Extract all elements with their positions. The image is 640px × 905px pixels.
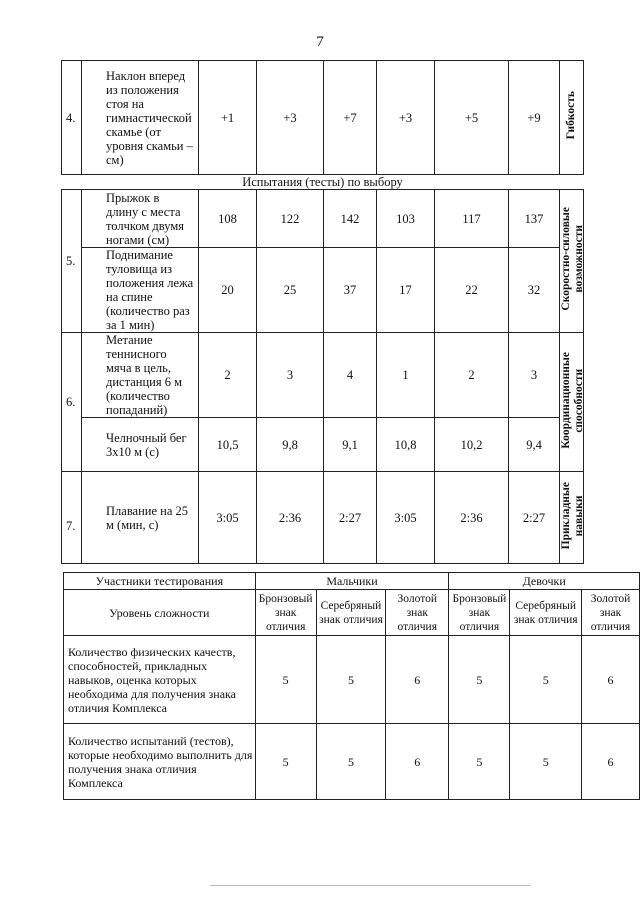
row-label: Количество физических качеств, способностей, прикладных навыков, оценка которых необходима для получения знака отличия Комплекса (64, 636, 256, 724)
value-cell: 3:05 (377, 472, 435, 564)
value-cell: 5 (255, 636, 316, 724)
value-cell: 2:27 (509, 472, 560, 564)
table-row (62, 190, 584, 248)
value-cell: 10,5 (199, 418, 257, 472)
category-label: Скоростно-силовые возможности (560, 190, 584, 333)
value-cell: 2:27 (324, 472, 377, 564)
value-cell: 5 (316, 636, 385, 724)
value-cell: +3 (377, 61, 435, 175)
row-number: 6. (62, 333, 82, 472)
table-row (64, 636, 640, 724)
value-cell: 10,2 (435, 418, 509, 472)
value-cell: 5 (316, 724, 385, 800)
level-cell: Бронзовый знак отличия (255, 590, 316, 636)
test-name: Наклон вперед из положения стоя на гимнастической скамье (от уровня скамьи – см) (82, 61, 199, 175)
value-cell: 5 (449, 636, 510, 724)
level-cell: Золотой знак отличия (582, 590, 640, 636)
value-cell: 20 (199, 248, 257, 333)
table-row (62, 61, 584, 175)
value-cell: 2 (435, 333, 509, 418)
value-cell: 22 (435, 248, 509, 333)
table-row (62, 472, 584, 564)
test-name: Метание теннисного мяча в цель, дистанция 6 м (количество попаданий) (82, 333, 199, 418)
value-cell: 108 (199, 190, 257, 248)
table-header-row (64, 590, 640, 636)
row-label: Количество испытаний (тестов), которые необходимо выполнить для получения знака отличия Комплекса (64, 724, 256, 800)
value-cell: 1 (377, 333, 435, 418)
table-row (62, 418, 584, 472)
value-cell: 103 (377, 190, 435, 248)
test-name: Челночный бег 3x10 м (с) (82, 418, 199, 472)
row-number: 7. (62, 472, 82, 564)
value-cell: 5 (449, 724, 510, 800)
optional-tests-heading: Испытания (тесты) по выбору (62, 175, 584, 190)
test-name: Прыжок в длину с места толчком двумя ногами (см) (82, 190, 199, 248)
standards-table (61, 60, 584, 564)
value-cell: +5 (435, 61, 509, 175)
value-cell: 117 (435, 190, 509, 248)
value-cell: 5 (510, 636, 582, 724)
value-cell: +1 (199, 61, 257, 175)
value-cell: 17 (377, 248, 435, 333)
value-cell: 4 (324, 333, 377, 418)
boys-header: Мальчики (255, 573, 449, 590)
value-cell: +9 (509, 61, 560, 175)
value-cell: 122 (257, 190, 324, 248)
table-header-row (64, 573, 640, 590)
value-cell: +3 (257, 61, 324, 175)
value-cell: 9,4 (509, 418, 560, 472)
value-cell: 142 (324, 190, 377, 248)
category-label: Координационные способности (560, 333, 584, 472)
value-cell: 25 (257, 248, 324, 333)
value-cell: 37 (324, 248, 377, 333)
value-cell: 5 (510, 724, 582, 800)
category-label: Прикладные навыки (560, 472, 584, 564)
value-cell: 6 (582, 724, 640, 800)
value-cell: +7 (324, 61, 377, 175)
table-row (62, 248, 584, 333)
table-row (64, 724, 640, 800)
test-name: Плавание на 25 м (мин, с) (82, 472, 199, 564)
page-number: 7 (316, 34, 324, 50)
section-band (62, 175, 584, 190)
value-cell: 2:36 (435, 472, 509, 564)
level-cell: Серебряный знак отличия (510, 590, 582, 636)
value-cell: 3 (257, 333, 324, 418)
value-cell: 9,1 (324, 418, 377, 472)
level-cell: Бронзовый знак отличия (449, 590, 510, 636)
value-cell: 3:05 (199, 472, 257, 564)
row-number: 5. (62, 190, 82, 333)
scan-edge-line (210, 885, 530, 886)
value-cell: 6 (582, 636, 640, 724)
value-cell: 6 (386, 636, 449, 724)
badge-requirements-table (63, 572, 640, 800)
table-row (62, 333, 584, 418)
value-cell: 2 (199, 333, 257, 418)
test-name: Поднимание туловища из положения лежа на спине (количество раз за 1 мин) (82, 248, 199, 333)
level-header: Уровень сложности (64, 590, 256, 636)
participants-header: Участники тестирования (64, 573, 256, 590)
value-cell: 10,8 (377, 418, 435, 472)
value-cell: 2:36 (257, 472, 324, 564)
girls-header: Девочки (449, 573, 640, 590)
value-cell: 3 (509, 333, 560, 418)
value-cell: 5 (255, 724, 316, 800)
value-cell: 32 (509, 248, 560, 333)
category-label: Гибкость (560, 61, 584, 175)
value-cell: 6 (386, 724, 449, 800)
row-number: 4. (62, 61, 82, 175)
value-cell: 137 (509, 190, 560, 248)
level-cell: Серебряный знак отличия (316, 590, 385, 636)
level-cell: Золотой знак отличия (386, 590, 449, 636)
value-cell: 9,8 (257, 418, 324, 472)
